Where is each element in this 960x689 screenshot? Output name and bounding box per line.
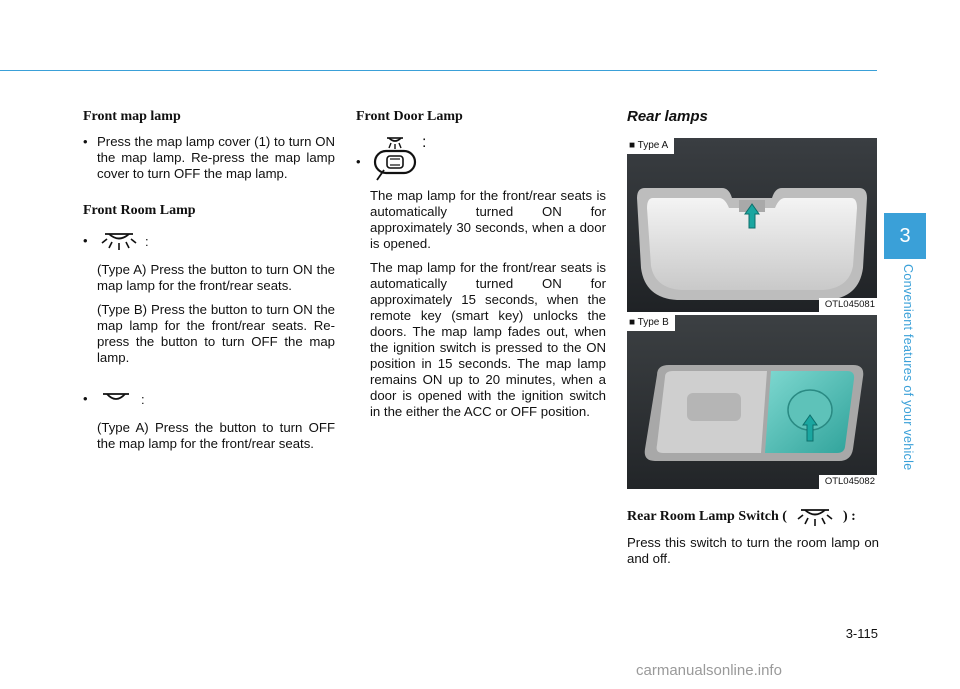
photo-type-b	[627, 315, 877, 489]
door-lamp-icon	[372, 134, 420, 184]
door-lamp-item: • :	[356, 134, 606, 184]
page-number: 3-115	[845, 626, 878, 641]
door-lamp-para-2: The map lamp for the front/rear seats is automatically turned ON for approximately 15 seconds, when the remote key (smart key) unlocks the doors. The map lamp fades out, when the ignition switch is pressed to the ON position in 15 seconds. The map lamp remains ON up to 20 minutes, when a door is opened with the ignition switch in the either the ACC or OFF position.	[370, 260, 606, 419]
lamp-off-type-a: (Type A) Press the button to turn OFF the map lamp for the front/rear seats.	[97, 420, 335, 451]
heading-front-map-lamp: Front map lamp	[83, 109, 181, 124]
room-lamp-type-b: (Type B) Press the button to turn ON the map lamp for the front/rear seats. Re-press the button to turn OFF the map lamp.	[97, 302, 335, 365]
door-lamp-para-1: The map lamp for the front/rear seats is automatically turned ON for approximately 30 seconds, when a door is opened.	[370, 188, 606, 251]
bullet-dot: •	[83, 134, 88, 149]
column-middle	[356, 108, 606, 420]
photo-b-tag: ■ Type B	[627, 315, 675, 331]
photo-a-tag: ■ Type A	[627, 138, 674, 154]
room-lamp-on-item: • :	[83, 228, 335, 254]
lamp-off-icon	[97, 389, 137, 409]
photo-b-code: OTL045082	[819, 475, 877, 489]
header-rule	[0, 70, 877, 71]
room-lamp-type-a: (Type A) Press the button to turn ON the map lamp for the front/rear seats.	[97, 262, 335, 293]
heading-rear-room-switch: Rear Room Lamp Switch ( ) :	[627, 505, 879, 529]
heading-front-door-lamp: Front Door Lamp	[356, 109, 463, 124]
heading-rear-lamps: Rear lamps	[627, 108, 708, 125]
column-right	[627, 108, 879, 567]
column-left	[83, 108, 335, 452]
front-map-lamp-text	[83, 134, 335, 182]
heading-front-room-lamp: Front Room Lamp	[83, 203, 196, 218]
photo-type-a	[627, 138, 877, 312]
chapter-tab: 3	[884, 213, 926, 259]
watermark: carmanualsonline.info	[636, 662, 782, 679]
front-map-lamp-desc: Press the map lamp cover (1) to turn ON the map lamp. Re-press the map lamp cover to turn OFF the map lamp.	[97, 134, 335, 181]
rear-lamp-type-a-image	[627, 138, 877, 312]
room-lamp-off-item: • :	[83, 386, 335, 412]
rear-lamp-type-b-image	[627, 315, 877, 489]
room-lamp-icon	[97, 229, 141, 253]
chapter-title: Convenient features of your vehicle	[901, 264, 915, 471]
photo-a-code: OTL045081	[819, 298, 877, 312]
rear-room-lamp-icon	[791, 505, 839, 529]
rear-room-switch-text: Press this switch to turn the room lamp on and off.	[627, 535, 879, 566]
